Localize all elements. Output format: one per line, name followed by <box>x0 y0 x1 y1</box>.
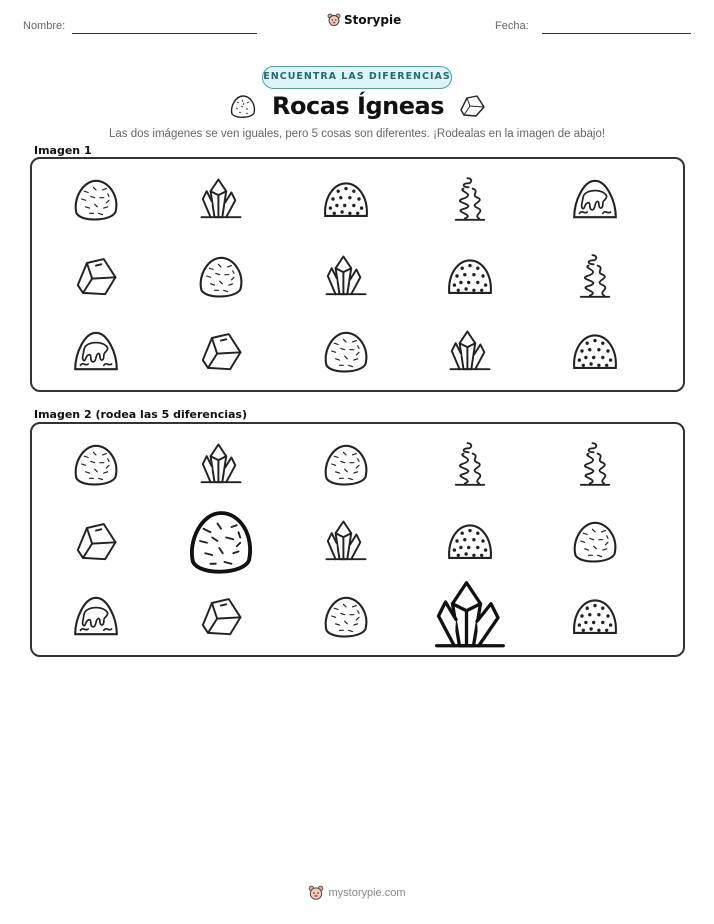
dotted-pumice-icon[interactable] <box>569 590 621 642</box>
quartz-crystal-icon <box>320 250 372 302</box>
lava-swirl-icon <box>444 173 496 225</box>
image1-panel <box>30 157 685 392</box>
drip-rock-icon[interactable] <box>70 590 122 642</box>
granite-rock-icon <box>195 250 247 302</box>
quartz-crystal-icon[interactable] <box>320 515 372 567</box>
date-line[interactable] <box>542 33 691 34</box>
quartz-crystal-icon[interactable] <box>195 438 247 490</box>
instructions: Las dos imágenes se ven iguales, pero 5 cosas son diferentes. ¡Rodealas en la imagen de abajo! <box>108 128 606 140</box>
granite-rock-icon[interactable] <box>569 515 621 567</box>
name-line[interactable] <box>72 33 257 34</box>
image1-label: Imagen 1 <box>34 144 92 157</box>
footer <box>0 885 714 901</box>
quartz-crystal-icon <box>195 173 247 225</box>
brand-name: Storypie <box>344 13 402 27</box>
footer-site: mystorypie.com <box>328 887 406 899</box>
lava-swirl-icon <box>569 250 621 302</box>
date-label: Fecha: <box>495 20 529 32</box>
bear-icon <box>308 885 324 901</box>
title-row <box>0 92 714 120</box>
granite-rock-icon[interactable] <box>320 438 372 490</box>
page-title: Rocas Ígneas <box>272 92 444 120</box>
granite-rock-icon[interactable] <box>320 590 372 642</box>
obsidian-chunk-icon[interactable] <box>70 515 122 567</box>
brand-logo <box>327 13 401 27</box>
granite-rock-icon <box>70 173 122 225</box>
dotted-pumice-icon[interactable] <box>444 515 496 567</box>
activity-badge: ENCUENTRA LAS DIFERENCIAS <box>262 66 452 89</box>
obsidian-chunk-icon <box>70 250 122 302</box>
drip-rock-icon <box>569 173 621 225</box>
granite-rock-large-icon[interactable] <box>186 506 256 576</box>
drip-rock-icon <box>70 325 122 377</box>
name-label: Nombre: <box>23 20 66 32</box>
lava-swirl-icon[interactable] <box>569 438 621 490</box>
image2-label: Imagen 2 (rodea las 5 diferencias) <box>34 408 248 421</box>
bear-icon <box>327 13 341 27</box>
dotted-pumice-icon <box>569 325 621 377</box>
obsidian-chunk-icon <box>195 325 247 377</box>
obsidian-chunk-icon[interactable] <box>195 590 247 642</box>
lava-swirl-icon[interactable] <box>444 438 496 490</box>
image2-panel[interactable] <box>30 422 685 657</box>
granite-rock-icon[interactable] <box>70 438 122 490</box>
dotted-pumice-icon <box>320 173 372 225</box>
quartz-crystal-icon <box>444 325 496 377</box>
quartz-crystal-large-icon[interactable] <box>435 581 505 651</box>
obsidian-chunk-icon <box>458 93 486 119</box>
dotted-pumice-icon <box>444 250 496 302</box>
granite-rock-icon <box>320 325 372 377</box>
granite-rock-icon <box>228 92 258 120</box>
